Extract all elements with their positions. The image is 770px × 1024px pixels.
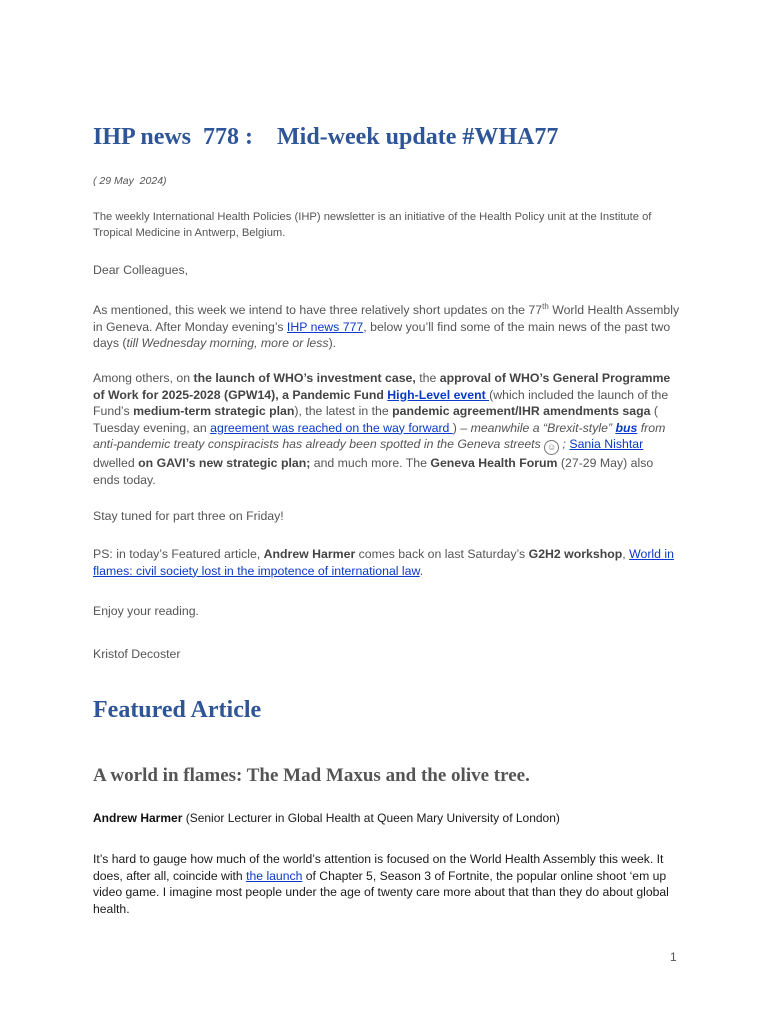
article-paragraph: It’s hard to gauge how much of the world’s attention is focused on the World Health Assembly this week. It does, after all, coincide with the launch of Chapter 5, Season 3 of Fortnite, the popular online shoot ‘em up video game. I imagine most people under the age of twenty care more about that than they do about global health.: [93, 852, 669, 916]
author-name: Andrew Harmer: [93, 811, 183, 825]
author-line: [93, 810, 683, 827]
featured-article-heading: Featured Article: [93, 697, 262, 723]
the-launch-link[interactable]: the launch: [246, 868, 303, 883]
high-level-event-link[interactable]: High-Level event: [387, 387, 490, 402]
highlights-paragraph: Among others, on the launch of WHO’s investment case, the approval of WHO’s General Programme of Work for 2025-2028 (GPW14), a Pandemic Fund High-Level event (which included the launch of the Fund’s medium-term strategic plan), the latest in the pandemic agreement/IHR amendments saga ( Tuesday evening, an agreement was reached on the way forward ) – meanwhile a “Brexit-style” bus from anti-pandemic treaty conspiracists has already been spotted in the Geneva streets ☺ ; Sania Nishtar dwelled on GAVI’s new strategic plan; and much more. The Geneva Health Forum (27-29 May) also ends today.: [93, 371, 671, 487]
stay-tuned-text: Stay tuned for part three on Friday!: [93, 509, 284, 523]
smiley-icon: ☺: [544, 440, 559, 455]
issue-date: ( 29 May 2024): [93, 175, 167, 187]
greeting: Dear Colleagues,: [93, 263, 189, 277]
page-title: IHP news 778 : Mid-week update #WHA77: [93, 124, 559, 150]
article-title: A world in flames: The Mad Maxus and the olive tree.: [93, 765, 530, 786]
enjoy-text: Enjoy your reading.: [93, 604, 199, 618]
bus-link[interactable]: bus: [615, 420, 638, 435]
page-number: 1: [670, 950, 677, 964]
signature: Kristof Decoster: [93, 647, 181, 661]
agreement-link[interactable]: agreement was reached on the way forward: [210, 420, 453, 435]
ihp-news-777-link[interactable]: IHP news 777: [286, 319, 364, 334]
sania-nishtar-link[interactable]: Sania Nishtar: [569, 437, 644, 451]
world-in-flames-link[interactable]: World in flames: civil society lost in the impotence of international law: [93, 547, 674, 578]
intro-update-paragraph: As mentioned, this week we intend to have three relatively short updates on the 77th World Health Assembly in Geneva. After Monday evening’s IHP news 777, below you’ll find some of the main news of the past two days (till Wednesday morning, more or less).: [93, 302, 680, 351]
intro-paragraph: The weekly International Health Policies (IHP) newsletter is an initiative of the Health Policy unit at the Institute of Tropical Medicine in Antwerp, Belgium.: [93, 211, 652, 239]
ps-paragraph: PS: in today’s Featured article, Andrew Harmer comes back on last Saturday’s G2H2 workshop, World in flames: civil society lost in the impotence of international law.: [93, 547, 674, 578]
author-affiliation: (Senior Lecturer in Global Health at Queen Mary University of London): [182, 811, 560, 825]
